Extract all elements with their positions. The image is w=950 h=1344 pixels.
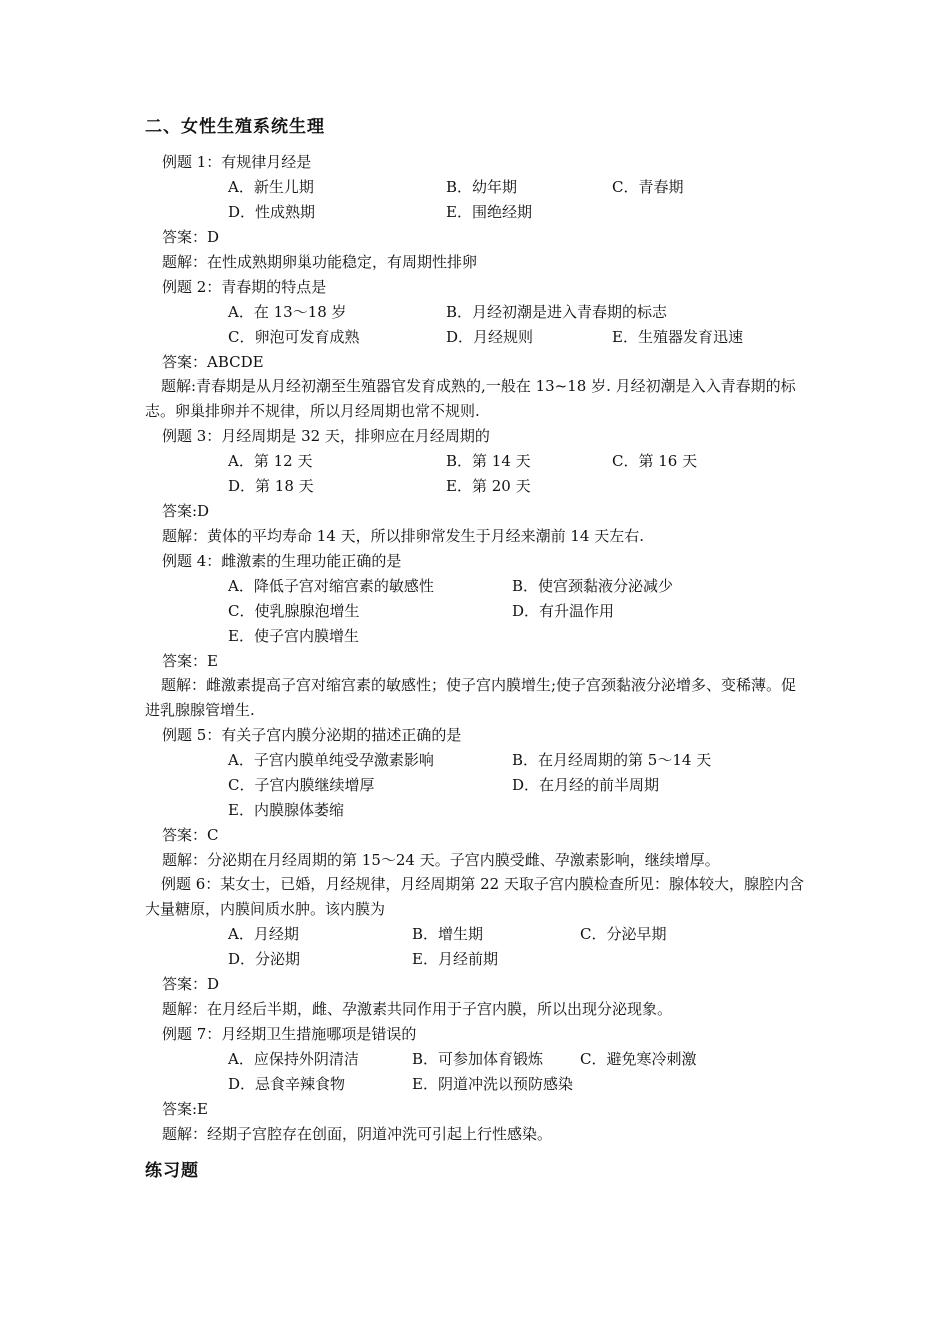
option: A．新生儿期 bbox=[228, 178, 314, 196]
option: B．使宫颈黏液分泌减少 bbox=[512, 577, 674, 595]
explanation: 题解:青春期是从月经初潮至生殖器官发育成熟的,一般在 13~18 岁. 月经初潮是入入青春期的标志。卵巢排卵并不规律，所以月经周期也常不规则. bbox=[145, 377, 796, 420]
question-stem: 例题 4：雌激素的生理功能正确的是 bbox=[162, 552, 402, 570]
explanation: 题解：黄体的平均寿命 14 天，所以排卵常发生于月经来潮前 14 天左右. bbox=[162, 527, 645, 545]
option: C．青春期 bbox=[612, 178, 684, 196]
option: C．避免寒冷刺激 bbox=[580, 1050, 697, 1068]
answer: 答案：ABCDE bbox=[162, 353, 264, 371]
option: A．在 13～18 岁 bbox=[228, 303, 347, 321]
option: C．卵泡可发育成熟 bbox=[228, 328, 360, 346]
option: D．第 18 天 bbox=[228, 477, 314, 495]
option: E．生殖器发育迅速 bbox=[612, 328, 743, 346]
practice-title: 练习题 bbox=[145, 1161, 199, 1181]
question-stem: 例题 6：某女士，已婚，月经规律，月经周期第 22 天取子宫内膜检查所见：腺体较大，腺腔内含大量糖原，内膜间质水肿。该内膜为 bbox=[145, 875, 804, 918]
answer: 答案：E bbox=[162, 652, 218, 670]
option: C．分泌早期 bbox=[580, 925, 667, 943]
option: A．子宫内膜单纯受孕激素影响 bbox=[228, 751, 434, 769]
question-stem: 例题 2：青春期的特点是 bbox=[162, 278, 327, 296]
option: D．忌食辛辣食物 bbox=[228, 1075, 346, 1093]
option: B．可参加体育锻炼 bbox=[412, 1050, 544, 1068]
option: A．应保持外阴清洁 bbox=[228, 1050, 359, 1068]
option: D．分泌期 bbox=[228, 950, 301, 968]
option: D．月经规则 bbox=[446, 328, 534, 346]
option: D．性成熟期 bbox=[228, 203, 316, 221]
option: E．内膜腺体萎缩 bbox=[228, 801, 344, 819]
answer: 答案：D bbox=[162, 228, 220, 246]
explanation: 题解：经期子宫腔存在创面，阴道冲洗可引起上行性感染。 bbox=[162, 1125, 553, 1143]
question-stem: 例题 1：有规律月经是 bbox=[162, 153, 312, 171]
option: E．阴道冲洗以预防感染 bbox=[412, 1075, 573, 1093]
option: C．使乳腺腺泡增生 bbox=[228, 602, 360, 620]
answer: 答案：C bbox=[162, 826, 219, 844]
option: B．幼年期 bbox=[446, 178, 518, 196]
answer: 答案:E bbox=[162, 1100, 209, 1118]
option: D．有升温作用 bbox=[512, 602, 615, 620]
question-stem: 例题 5：有关子宫内膜分泌期的描述正确的是 bbox=[162, 726, 462, 744]
explanation: 题解：分泌期在月经周期的第 15～24 天。子宫内膜受雌、孕激素影响，继续增厚。 bbox=[162, 851, 720, 869]
option: E．月经前期 bbox=[412, 950, 498, 968]
option: E．围绝经期 bbox=[446, 203, 532, 221]
option: C．子宫内膜继续增厚 bbox=[228, 776, 375, 794]
option: C．第 16 天 bbox=[612, 452, 698, 470]
explanation: 题解：雌激素提高子宫对缩宫素的敏感性；使子宫内膜增生;使子宫颈黏液分泌增多、变稀薄。促进乳腺腺管增生. bbox=[145, 676, 797, 719]
option: B．第 14 天 bbox=[446, 452, 531, 470]
option: E．使子宫内膜增生 bbox=[228, 627, 359, 645]
question-stem: 例题 3：月经周期是 32 天，排卵应在月经周期的 bbox=[162, 427, 490, 445]
option: D．在月经的前半周期 bbox=[512, 776, 660, 794]
section-title: 二、女性生殖系统生理 bbox=[145, 117, 325, 137]
question-stem: 例题 7：月经期卫生措施哪项是错误的 bbox=[162, 1025, 417, 1043]
option: B．增生期 bbox=[412, 925, 484, 943]
option: E．第 20 天 bbox=[446, 477, 531, 495]
explanation: 题解：在性成熟期卵巢功能稳定，有周期性排卵 bbox=[162, 253, 478, 271]
option: A．第 12 天 bbox=[228, 452, 313, 470]
option: A．降低子宫对缩宫素的敏感性 bbox=[228, 577, 434, 595]
option: A．月经期 bbox=[228, 925, 299, 943]
explanation: 题解：在月经后半期，雌、孕激素共同作用于子宫内膜，所以出现分泌现象。 bbox=[162, 1000, 673, 1018]
option: B．月经初潮是进入青春期的标志 bbox=[446, 303, 668, 321]
answer: 答案：D bbox=[162, 975, 220, 993]
option: B．在月经周期的第 5～14 天 bbox=[512, 751, 712, 769]
answer: 答案:D bbox=[162, 502, 210, 520]
